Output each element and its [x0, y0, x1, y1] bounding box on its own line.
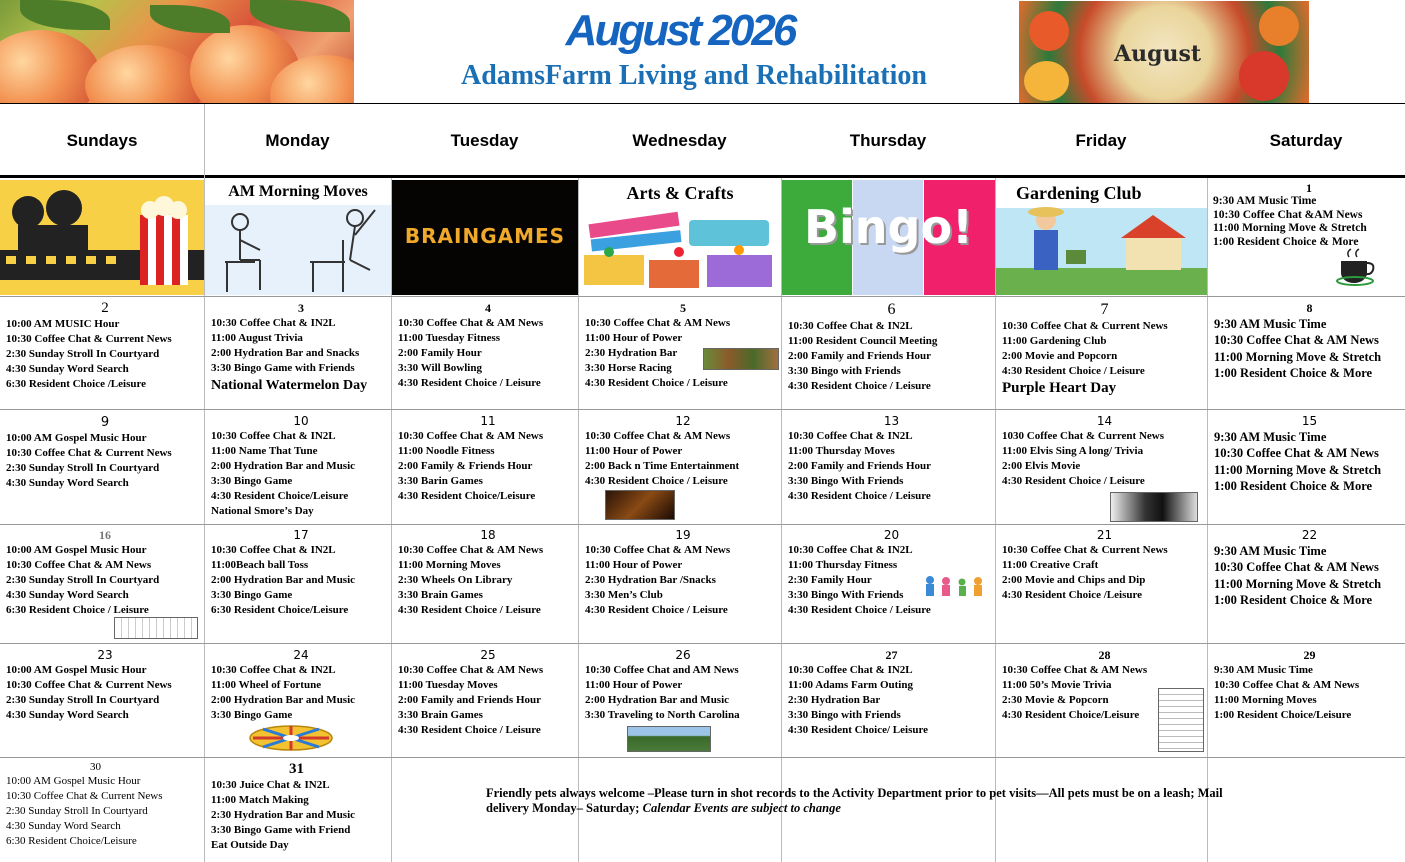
day-number: 9	[100, 415, 110, 430]
event-line: 10:30 Coffee Chat & AM News	[585, 544, 731, 556]
event-line: 11:00 August Trivia	[211, 332, 303, 344]
event-line: 9:30 AM Music Time	[1214, 317, 1327, 331]
day-number: 26	[675, 648, 691, 662]
day-cell-2	[6, 300, 204, 408]
event-line: 10:30 Coffee Chat & AM News	[1214, 679, 1360, 691]
event-line: 11:00 Elvis Sing A long/ Trivia	[1002, 445, 1144, 457]
day-cell-30	[6, 760, 204, 862]
day-cell-29	[1214, 648, 1405, 756]
event-line: 2:00 Movie and Popcorn	[1002, 350, 1118, 362]
event-line: 2:00 Hydration Bar and Music	[211, 694, 356, 706]
day-number: 18	[480, 528, 496, 542]
event-line: 2:30 Hydration Bar	[585, 347, 678, 359]
day-number: 22	[1301, 528, 1318, 542]
event-line: 10:30 Coffee Chat & Current News	[6, 790, 163, 802]
day-cell-25	[398, 648, 578, 756]
event-line: 2:00 Hydration Bar and Music	[211, 574, 356, 586]
coffee-cup-icon	[1335, 247, 1379, 287]
event-line: 4:30 Resident Choice / Leisure	[585, 604, 728, 616]
movie-trivia-sheet-image	[1158, 688, 1204, 752]
event-line: 10:30 Coffee Chat & AM News	[1002, 664, 1148, 676]
event-line: 4:30 Sunday Word Search	[6, 820, 121, 832]
event-line: 10:30 Coffee Chat & IN2L	[788, 544, 913, 556]
day-number: 20	[883, 528, 900, 542]
day-number: 28	[1098, 648, 1111, 662]
event-line: 10:30 Coffee Chat & AM News	[585, 317, 731, 329]
event-line: 4:30 Sunday Word Search	[6, 477, 129, 489]
day-cell-19	[585, 528, 781, 642]
event-line: 3:30 Bingo Game with Friend	[211, 824, 351, 836]
event-line: 4:30 Resident Choice/ Leisure	[788, 724, 929, 736]
pet-policy-notice	[486, 786, 1266, 816]
peaches-image	[0, 0, 354, 103]
event-line: 1:00 Resident Choice/Leisure	[1214, 709, 1352, 721]
banner-title-morning-moves: AM Morning Moves	[228, 183, 368, 200]
day-cell-23	[6, 648, 204, 756]
grid-divider	[1207, 178, 1208, 862]
day-saturday: Saturday	[1269, 131, 1343, 150]
event-line: 2:30 Sunday Stroll In Courtyard	[6, 348, 160, 360]
day-cell-15	[1214, 414, 1405, 523]
day-number: 10	[293, 414, 309, 428]
grid-row-line	[0, 643, 1405, 644]
event-line: 10:30 Coffee Chat & AM News	[1214, 333, 1379, 348]
day-cell-5	[585, 300, 781, 408]
day-number: 23	[97, 648, 113, 662]
event-line: 11:00 Morning Move & Stretch	[1214, 349, 1382, 364]
event-line: 10:30 Coffee Chat & AM News	[398, 544, 544, 556]
day-cell-12	[585, 414, 781, 523]
event-line: 10:30 Coffee Chat & IN2L	[788, 664, 913, 676]
event-line: 10:30 Coffee Chat &AM News	[1213, 208, 1363, 221]
event-line: 2:00 Family and Friends Hour	[788, 460, 932, 472]
event-line: 4:30 Resident Choice / Leisure	[585, 475, 728, 487]
day-cell-1	[1213, 181, 1405, 295]
day-cell-4	[398, 300, 578, 408]
event-line: 11:00 Morning Moves	[398, 559, 501, 571]
event-line: 11:00 Hour of Power	[585, 679, 683, 691]
day-number: 4	[485, 301, 491, 315]
day-number: 25	[480, 648, 496, 662]
calendar-header	[0, 0, 1405, 104]
day-cell-3	[211, 300, 391, 408]
event-line: 3:30 Barin Games	[398, 475, 483, 487]
event-line: 10:30 Coffee Chat & IN2L	[211, 430, 336, 442]
event-line: 11:00 Hour of Power	[585, 559, 683, 571]
event-line: 11:00 Hour of Power	[585, 445, 683, 457]
day-number: 7	[1100, 301, 1109, 318]
event-line: 2:30 Hydration Bar	[788, 694, 881, 706]
event-line: 10:30 Coffee Chat & IN2L	[788, 430, 913, 442]
event-line: 11:00 Morning Move & Stretch	[1214, 576, 1382, 591]
grid-row-line	[0, 296, 1405, 297]
day-number: 21	[1096, 528, 1113, 542]
event-line: 1:00 Resident Choice & More	[1214, 592, 1373, 607]
day-cell-14	[1002, 414, 1207, 523]
event-line: 10:00 AM Gospel Music Hour	[6, 544, 147, 556]
day-cell-7	[1002, 300, 1207, 408]
event-line: 10:00 AM Gospel Music Hour	[6, 775, 141, 787]
event-line: 11:00Beach ball Toss	[211, 559, 309, 571]
event-line: 10:30 Coffee Chat & Current News	[6, 447, 172, 459]
wheel-of-fortune-icon	[249, 725, 333, 751]
event-line: 2:00 Family and Friends Hour	[398, 694, 542, 706]
event-line: 10:30 Coffee Chat and AM News	[585, 664, 739, 676]
event-line: 3:30 Bingo Game	[211, 709, 293, 721]
event-line: 10:00 AM Gospel Music Hour	[6, 664, 147, 676]
event-line: 4:30 Resident Choice/Leisure	[1002, 709, 1140, 721]
event-line: 11:00 Tuesday Fitness	[398, 332, 501, 344]
family-figures-icon	[922, 574, 992, 598]
day-cell-8	[1214, 300, 1405, 408]
event-line: 2:30 Sunday Stroll In Courtyard	[6, 694, 160, 706]
event-line: 2:30 Wheels On Library	[398, 574, 513, 586]
day-cell-22	[1214, 528, 1405, 642]
day-cell-31	[211, 760, 391, 862]
event-line: 4:30 Resident Choice / Leisure	[788, 490, 931, 502]
horse-racing-image	[703, 348, 779, 370]
facility-title: AdamsFarm Living and Rehabilitation	[461, 60, 927, 91]
event-line: 10:30 Coffee Chat & IN2L	[211, 317, 336, 329]
day-number: 13	[883, 414, 900, 428]
event-line: 3:30 Brain Games	[398, 589, 483, 601]
day-cell-16	[6, 528, 204, 642]
day-number: 31	[289, 761, 304, 777]
event-line: 9:30 AM Music Time	[1214, 544, 1327, 558]
event-line: 4:30 Resident Choice / Leisure	[398, 724, 541, 736]
event-line: 2:00 Hydration Bar and Snacks	[211, 347, 360, 359]
event-line: 4:30 Resident Choice / Leisure	[398, 604, 541, 616]
event-line: 3:30 Traveling to North Carolina	[585, 709, 740, 721]
event-line: 9:30 AM Music Time	[1214, 664, 1313, 676]
event-line: 4:30 Resident Choice / Leisure	[1002, 365, 1145, 377]
event-line: 11:00 Morning Move & Stretch	[1213, 222, 1367, 234]
event-line: 1030 Coffee Chat & Current News	[1002, 430, 1165, 442]
day-number: 30	[90, 761, 101, 773]
day-cell-9	[6, 414, 204, 523]
day-friday: Friday	[1075, 131, 1127, 150]
day-number: 2	[101, 300, 109, 316]
event-line: 10:30 Coffee Chat & AM News	[1214, 446, 1379, 461]
special-day-label: Purple Heart Day	[1002, 380, 1117, 396]
event-line: 11:00 Morning Move & Stretch	[1214, 462, 1382, 477]
event-line: 11:00 Creative Craft	[1002, 559, 1099, 571]
day-number: 5	[680, 301, 686, 315]
event-line: 2:00 Family and Friends Hour	[788, 350, 932, 362]
event-line: 3:30 Bingo With Friends	[788, 589, 904, 601]
banner-title-gardening-club: Gardening Club	[1016, 183, 1142, 203]
event-line: 2:30 Sunday Stroll In Courtyard	[6, 805, 148, 817]
event-line: 4:30 Resident Choice / Leisure	[788, 380, 931, 392]
day-number: 19	[675, 528, 691, 542]
event-line: 2:00 Movie and Chips and Dip	[1002, 574, 1146, 586]
guitar-image	[605, 490, 675, 520]
event-line: 1:00 Resident Choice & More	[1214, 365, 1373, 380]
special-day-label: National Smore’s Day	[211, 505, 314, 517]
event-line: 9:30 AM Music Time	[1213, 195, 1317, 207]
event-line: 11:00 Adams Farm Outing	[788, 679, 913, 691]
event-line: 2:00 Elvis Movie	[1002, 460, 1081, 472]
craft-supplies-icon	[579, 180, 781, 295]
event-line: 10:30 Juice Chat & IN2L	[211, 779, 330, 791]
day-cell-17	[211, 528, 391, 642]
brain-games-banner	[392, 180, 578, 295]
north-carolina-sign-image	[627, 726, 711, 752]
notice-disclaimer: Calendar Events are subject to change	[642, 801, 841, 815]
banner-title-arts-crafts: Arts & Crafts	[626, 183, 734, 203]
day-cell-18	[398, 528, 578, 642]
day-number: 12	[675, 414, 691, 428]
event-line: 4:30 Resident Choice / Leisure	[1002, 475, 1145, 487]
event-line: 2:30 Hydration Bar and Music	[211, 809, 356, 821]
day-number: 1	[1306, 181, 1312, 195]
special-day-label: Eat Outside Day	[211, 839, 289, 851]
event-line: 11:00 Resident Council Meeting	[788, 335, 938, 347]
event-line: 2:00 Hydration Bar and Music	[585, 694, 730, 706]
day-cell-28	[1002, 648, 1207, 756]
event-line: 3:30 Bingo with Friends	[788, 709, 901, 721]
event-line: 4:30 Resident Choice /Leisure	[1002, 589, 1143, 601]
event-line: 3:30 Bingo With Friends	[788, 475, 904, 487]
event-line: 10:30 Coffee Chat & Current News	[1002, 544, 1168, 556]
gardener-icon	[996, 180, 1207, 295]
day-number: 14	[1096, 414, 1113, 428]
event-line: 2:00 Family Hour	[398, 347, 482, 359]
bingo-logo: Bingo!	[803, 200, 974, 254]
event-line: 11:00 Hour of Power	[585, 332, 683, 344]
event-line: 3:30 Bingo Game	[211, 475, 293, 487]
event-line: 11:00 Morning Moves	[1214, 694, 1317, 706]
event-line: 2:00 Back n Time Entertainment	[585, 460, 740, 472]
bingo-banner	[782, 180, 995, 295]
event-line: 10:30 Coffee Chat & IN2L	[211, 544, 336, 556]
day-number: 17	[293, 528, 309, 542]
day-cell-13	[788, 414, 995, 523]
event-line: 3:30 Bingo Game	[211, 589, 293, 601]
event-line: 2:30 Movie & Popcorn	[1002, 694, 1109, 706]
day-cell-11	[398, 414, 578, 523]
weekday-header-row	[0, 104, 1405, 178]
day-cell-10	[211, 414, 391, 523]
event-line: 4:30 Resident Choice / Leisure	[398, 377, 541, 389]
day-sunday: Sundays	[66, 131, 138, 150]
day-cell-24	[211, 648, 391, 756]
event-line: 3:30 Will Bowling	[398, 362, 482, 374]
event-line: 2:30 Sunday Stroll In Courtyard	[6, 462, 160, 474]
event-line: 10:30 Coffee Chat & AM News	[6, 559, 152, 571]
month-title: August 2026	[565, 6, 795, 55]
event-line: 4:30 Sunday Word Search	[6, 589, 129, 601]
arts-crafts-banner	[579, 180, 781, 295]
day-number: 27	[885, 648, 898, 662]
gardening-club-banner	[996, 180, 1207, 295]
event-line: 4:30 Sunday Word Search	[6, 709, 129, 721]
event-line: 10:00 AM MUSIC Hour	[6, 318, 120, 330]
word-search-image	[114, 617, 198, 639]
event-line: 10:30 Coffee Chat & AM News	[398, 664, 544, 676]
event-line: 3:30 Brain Games	[398, 709, 483, 721]
event-line: 3:30 Bingo Game with Friends	[211, 362, 355, 374]
event-line: 10:30 Coffee Chat & AM News	[585, 430, 731, 442]
event-line: 3:30 Men’s Club	[585, 589, 663, 601]
day-wednesday: Wednesday	[632, 131, 727, 150]
day-number: 11	[480, 414, 496, 428]
day-number: 8	[1306, 301, 1313, 315]
day-number: 15	[1301, 414, 1318, 428]
day-number: 24	[293, 648, 309, 662]
event-line: 10:30 Coffee Chat & Current News	[6, 679, 172, 691]
event-line: 6:30 Resident Choice/Leisure	[6, 835, 137, 847]
event-line: 10:30 Coffee Chat & AM News	[398, 317, 544, 329]
notice-text: Friendly pets always welcome –Please turn in shot records to the Activity Department prior to pet visits—All pets must be on a leash; Mail delivery Monday– Saturday;	[486, 786, 1223, 815]
event-line: 10:30 Coffee Chat & AM News	[1214, 560, 1379, 575]
morning-moves-banner	[205, 180, 391, 295]
day-monday: Monday	[265, 131, 330, 150]
event-line: 10:30 Coffee Chat & IN2L	[211, 664, 336, 676]
movie-camera-icon	[0, 180, 204, 295]
day-tuesday: Tuesday	[450, 131, 519, 150]
event-line: 11:00 Thursday Moves	[788, 445, 895, 457]
event-line: 11:00 Name That Tune	[211, 445, 318, 457]
day-thursday: Thursday	[849, 131, 927, 150]
day-cell-26	[585, 648, 781, 756]
elvis-photo	[1110, 492, 1198, 522]
event-line: 4:30 Resident Choice/Leisure	[211, 490, 349, 502]
august-flowers-image	[1019, 1, 1309, 103]
event-line: 4:30 Resident Choice/Leisure	[398, 490, 536, 502]
event-line: 1:00 Resident Choice & More	[1213, 235, 1359, 248]
event-line: 2:30 Hydration Bar /Snacks	[585, 574, 716, 586]
day-cell-6	[788, 300, 995, 408]
event-line: 11:00 Tuesday Moves	[398, 679, 498, 691]
event-line: 11:00 50’s Movie Trivia	[1002, 679, 1112, 691]
event-line: 6:30 Resident Choice/Leisure	[211, 604, 349, 616]
grid-row-line	[0, 409, 1405, 410]
day-cell-20	[788, 528, 995, 642]
day-cell-21	[1002, 528, 1207, 642]
day-number: 3	[298, 301, 304, 315]
event-line: 11:00 Wheel of Fortune	[211, 679, 322, 691]
event-line: 10:30 Coffee Chat & IN2L	[788, 320, 913, 332]
day-number: 6	[887, 301, 896, 318]
event-line: 10:30 Coffee Chat & Current News	[6, 333, 172, 345]
event-line: 11:00 Gardening Club	[1002, 335, 1107, 347]
event-line: 2:00 Hydration Bar and Music	[211, 460, 356, 472]
event-line: 11:00 Noodle Fitness	[398, 445, 495, 457]
day-number: 29	[1303, 648, 1316, 662]
movie-banner-image	[0, 180, 204, 295]
event-line: 3:30 Horse Racing	[585, 362, 672, 374]
event-line: 1:00 Resident Choice & More	[1214, 478, 1373, 493]
event-line: 11:00 Thursday Fitness	[788, 559, 898, 571]
event-line: 10:30 Coffee Chat & AM News	[398, 430, 544, 442]
day-cell-27	[788, 648, 995, 756]
event-line: 11:00 Match Making	[211, 794, 309, 806]
event-line: 4:30 Resident Choice / Leisure	[788, 604, 931, 616]
event-line: 10:30 Coffee Chat & Current News	[1002, 320, 1168, 332]
special-day-label: National Watermelon Day	[211, 378, 368, 393]
brain-games-logo: BRAINGAMES	[404, 224, 566, 248]
event-line: 4:30 Resident Choice / Leisure	[585, 377, 728, 389]
grid-row-line	[0, 757, 1405, 758]
event-line: 2:30 Sunday Stroll In Courtyard	[6, 574, 160, 586]
event-line: 2:00 Family & Friends Hour	[398, 460, 533, 472]
event-line: 3:30 Bingo with Friends	[788, 365, 901, 377]
august-image-label: August	[1114, 41, 1201, 67]
exercise-figures-icon	[205, 180, 391, 295]
grid-row-line	[0, 524, 1405, 525]
event-line: 4:30 Sunday Word Search	[6, 363, 129, 375]
event-line: 2:30 Family Hour	[788, 574, 872, 586]
event-line: 6:30 Resident Choice /Leisure	[6, 378, 147, 390]
event-line: 9:30 AM Music Time	[1214, 430, 1327, 444]
day-number: 16	[99, 528, 111, 542]
event-line: 6:30 Resident Choice / Leisure	[6, 604, 149, 616]
event-line: 10:00 AM Gospel Music Hour	[6, 432, 147, 444]
